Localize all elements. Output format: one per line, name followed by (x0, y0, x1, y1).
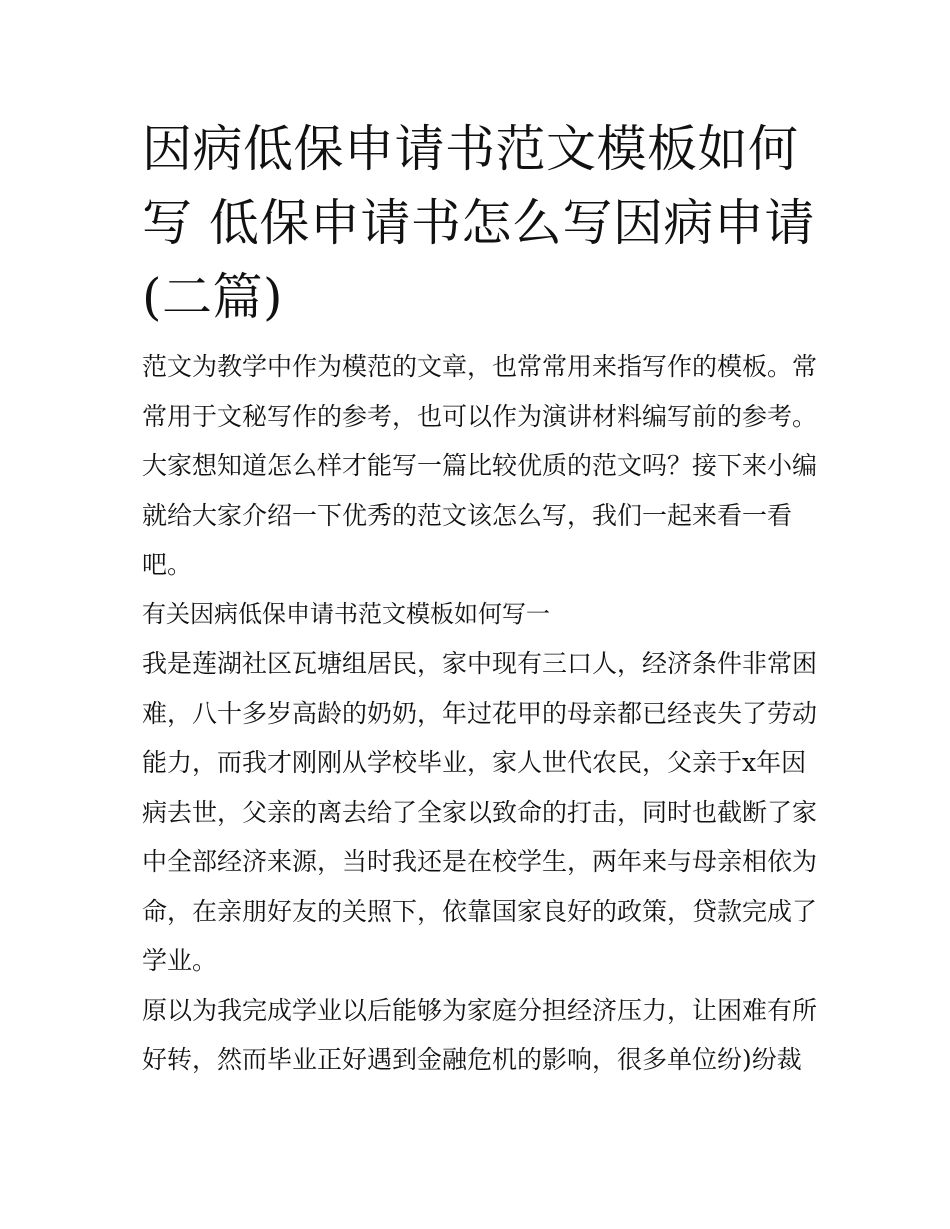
intro-paragraph: 范文为教学中作为模范的文章，也常常用来指写作的模板。常常用于文秘写作的参考，也可以作为演讲材料编写前的参考。大家想知道怎么样才能写一篇比较优质的范文吗？接下来小编就给大家介绍一下优秀的范文该怎么写，我们一起来看一看吧。 (142, 352, 818, 579)
section-heading: 有关因病低保申请书范文模板如何写一 (142, 599, 550, 628)
title-spacer (142, 334, 822, 342)
document-body (142, 112, 822, 1085)
body-paragraph-1: 我是莲湖社区瓦塘组居民，家中现有三口人，经济条件非常困难，八十多岁高龄的奶奶，年过花甲的母亲都已经丧失了劳动能力，而我才刚刚从学校毕业，家人世代农民，父亲于x年因病去世，父亲的离去给了全家以致命的打击，同时也截断了家中全部经济来源，当时我还是在校学生，两年来与母亲相依为命，在亲朋好友的关照下，依靠国家良好的政策，贷款完成了学业。 (142, 649, 818, 975)
body-paragraph-2: 原以为我完成学业以后能够为家庭分担经济压力，让困难有所好转，然而毕业正好遇到金融危机的影响，很多单位纷)纷裁 (142, 995, 818, 1074)
document-title: 因病低保申请书范文模板如何写 低保申请书怎么写因病申请(二篇) (142, 120, 815, 326)
